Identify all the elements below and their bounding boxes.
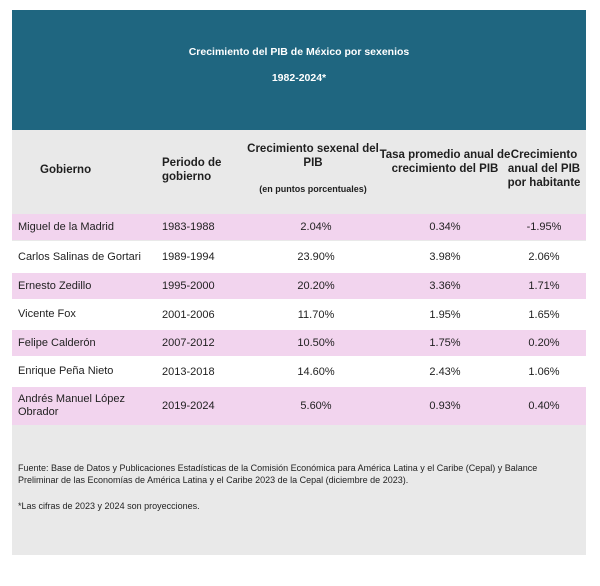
header-habitante: Crecimiento anual del PIB por habitante: [507, 149, 581, 189]
cell-crecimiento: 23.90%: [297, 251, 335, 263]
cell-gobierno: Ernesto Zedillo: [18, 279, 92, 292]
cell-periodo: 2019-2024: [162, 400, 215, 412]
table-title: Crecimiento del PIB de México por sexenios: [188, 46, 410, 58]
table-row: [12, 214, 586, 240]
cell-habitante: 1.65%: [528, 308, 560, 321]
cell-tasa: 3.36%: [429, 280, 461, 292]
cell-gobierno: Carlos Salinas de Gortari: [18, 250, 141, 263]
cell-tasa: 2.43%: [429, 365, 461, 378]
table-row: [12, 273, 586, 299]
cell-periodo: 2001-2006: [162, 308, 215, 321]
source-note: Fuente: Base de Datos y Publicaciones Estadísticas de la Comisión Económica para América Latina y el Caribe (Cepal) y Balance Preliminar de las Economías de América Latina y el Caribe 2023 de la Cepal (diciembre de 2023).: [18, 463, 538, 485]
title-banner: [12, 10, 586, 130]
table-row: [12, 356, 586, 387]
projection-note: *Las cifras de 2023 y 2024 son proyecciones.: [18, 501, 200, 511]
table-row: [12, 299, 586, 330]
cell-crecimiento: 14.60%: [297, 365, 335, 378]
cell-tasa: 3.98%: [429, 251, 461, 263]
header-crecimiento-unit: (en puntos porcentuales): [259, 184, 367, 194]
cell-crecimiento: 20.20%: [297, 280, 335, 292]
cell-periodo: 2013-2018: [162, 365, 215, 378]
table-card: [12, 10, 586, 555]
cell-gobierno: Felipe Calderón: [18, 336, 96, 349]
cell-habitante: -1.95%: [526, 221, 562, 233]
cell-habitante: 1.06%: [528, 365, 560, 378]
cell-periodo: 1995-2000: [162, 280, 215, 292]
cell-habitante: 1.71%: [528, 280, 560, 292]
header-crecimiento: [240, 142, 386, 196]
cell-habitante: 2.06%: [528, 251, 560, 263]
header-periodo: Periodo de gobierno: [162, 157, 222, 183]
table-row: [12, 241, 586, 273]
header-crecimiento-label: Crecimiento sexenal del PIB: [247, 143, 379, 169]
cell-gobierno: Enrique Peña Nieto: [18, 365, 114, 377]
cell-crecimiento: 2.04%: [300, 221, 332, 233]
header-gobierno: Gobierno: [40, 164, 92, 176]
cell-periodo: 1983-1988: [162, 221, 215, 233]
cell-tasa: 1.75%: [429, 337, 461, 349]
cell-crecimiento: 5.60%: [300, 400, 332, 412]
cell-habitante: 0.20%: [528, 337, 560, 349]
cell-tasa: 0.34%: [429, 221, 461, 233]
cell-gobierno: Miguel de la Madrid: [18, 220, 114, 233]
cell-periodo: 1989-1994: [162, 251, 215, 263]
cell-periodo: 2007-2012: [162, 337, 215, 349]
header-tasa: Tasa promedio anual de crecimiento del PIB: [379, 149, 511, 175]
cell-gobierno: Vicente Fox: [18, 308, 76, 320]
cell-habitante: 0.40%: [528, 400, 560, 412]
cell-crecimiento: 10.50%: [297, 337, 335, 349]
table-period: 1982-2024*: [271, 72, 327, 84]
table-row: [12, 387, 586, 425]
cell-tasa: 1.95%: [429, 308, 461, 321]
cell-gobierno: Andrés Manuel López Obrador: [18, 393, 126, 418]
cell-tasa: 0.93%: [429, 400, 461, 412]
table-row: [12, 330, 586, 356]
cell-crecimiento: 11.70%: [297, 308, 335, 321]
